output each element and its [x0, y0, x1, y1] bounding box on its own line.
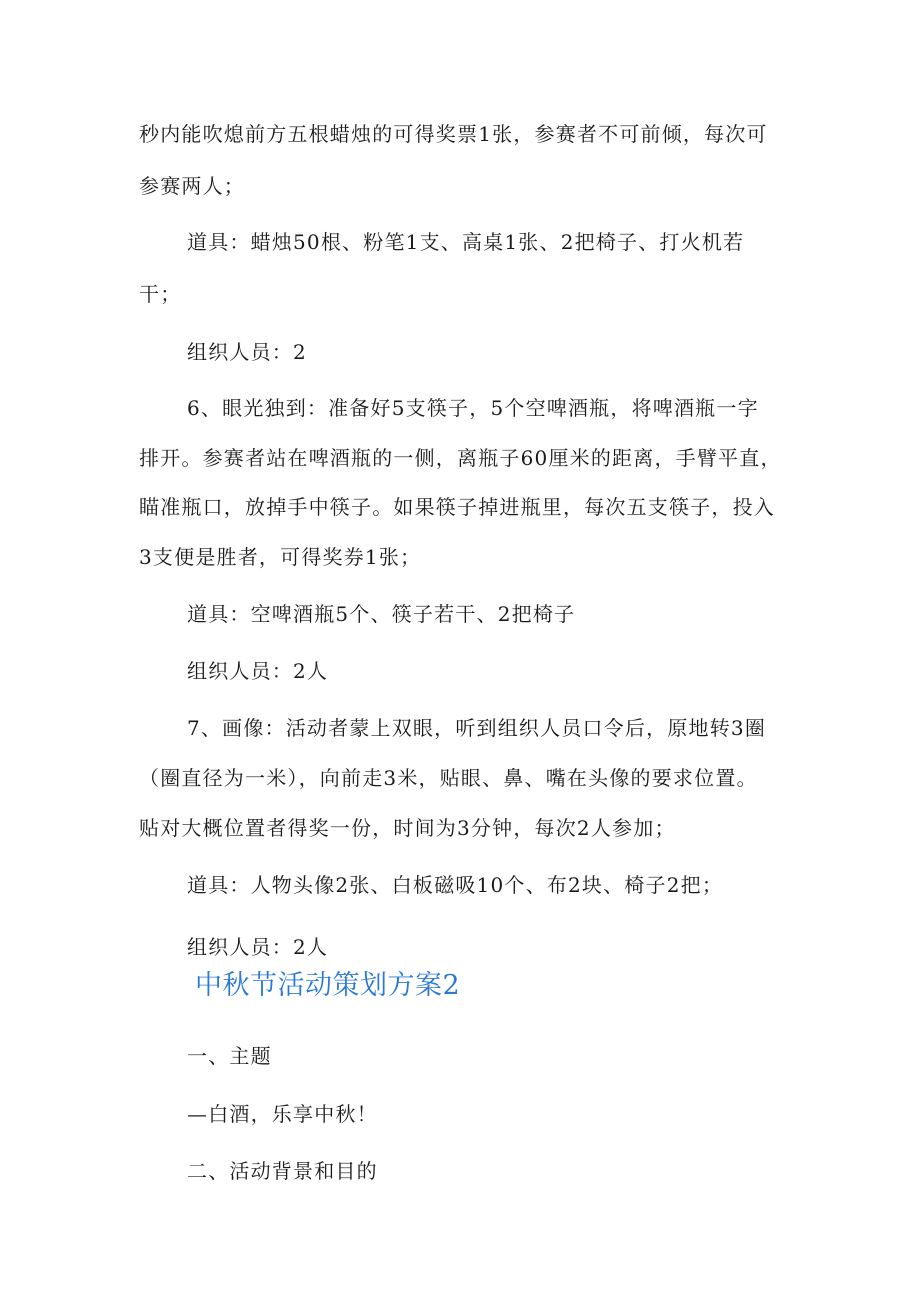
- paragraph-line: 组织人员：2人: [187, 935, 329, 959]
- paragraph-line: 一、主题: [187, 1044, 272, 1068]
- paragraph-line: 二、活动背景和目的: [187, 1159, 378, 1183]
- paragraph-line: 7、画像：活动者蒙上双眼，听到组织人员口令后，原地转3圈: [187, 716, 767, 740]
- paragraph-line: 贴对大概位置者得奖一份，时间为3分钟，每次2人参加；: [139, 816, 676, 840]
- paragraph-line: 组织人员：2人: [187, 659, 329, 683]
- paragraph-line: 组织人员：2: [187, 340, 307, 364]
- paragraph-line: 瞄准瓶口，放掉手中筷子。如果筷子掉进瓶里，每次五支筷子，投入: [139, 495, 775, 519]
- paragraph-line: 道具：蜡烛50根、粉笔1支、高桌1张、2把椅子、打火机若: [187, 230, 745, 254]
- paragraph-line: 3支便是胜者，可得奖券1张；: [139, 545, 422, 569]
- paragraph-line: 道具：人物头像2张、白板磁吸10个、布2块、椅子2把；: [187, 873, 724, 897]
- paragraph-line: 排开。参赛者站在啤酒瓶的一侧，离瓶子60厘米的距离，手臂平直，: [139, 446, 782, 470]
- paragraph-line: 干；: [139, 282, 182, 306]
- paragraph-line: 参赛两人；: [139, 174, 245, 198]
- paragraph-line: 6、眼光独到：准备好5支筷子，5个空啤酒瓶，将啤酒瓶一字: [187, 396, 759, 420]
- section-heading: 中秋节活动策划方案2: [195, 970, 461, 1001]
- paragraph-line: 道具：空啤酒瓶5个、筷子若干、2把椅子: [187, 602, 576, 626]
- paragraph-line: —白酒，乐享中秋！: [187, 1102, 378, 1126]
- paragraph-line: （圈直径为一米），向前走3米，贴眼、鼻、嘴在头像的要求位置。: [139, 766, 758, 790]
- paragraph-line: 秒内能吹熄前方五根蜡烛的可得奖票1张，参赛者不可前倾，每次可: [139, 122, 768, 146]
